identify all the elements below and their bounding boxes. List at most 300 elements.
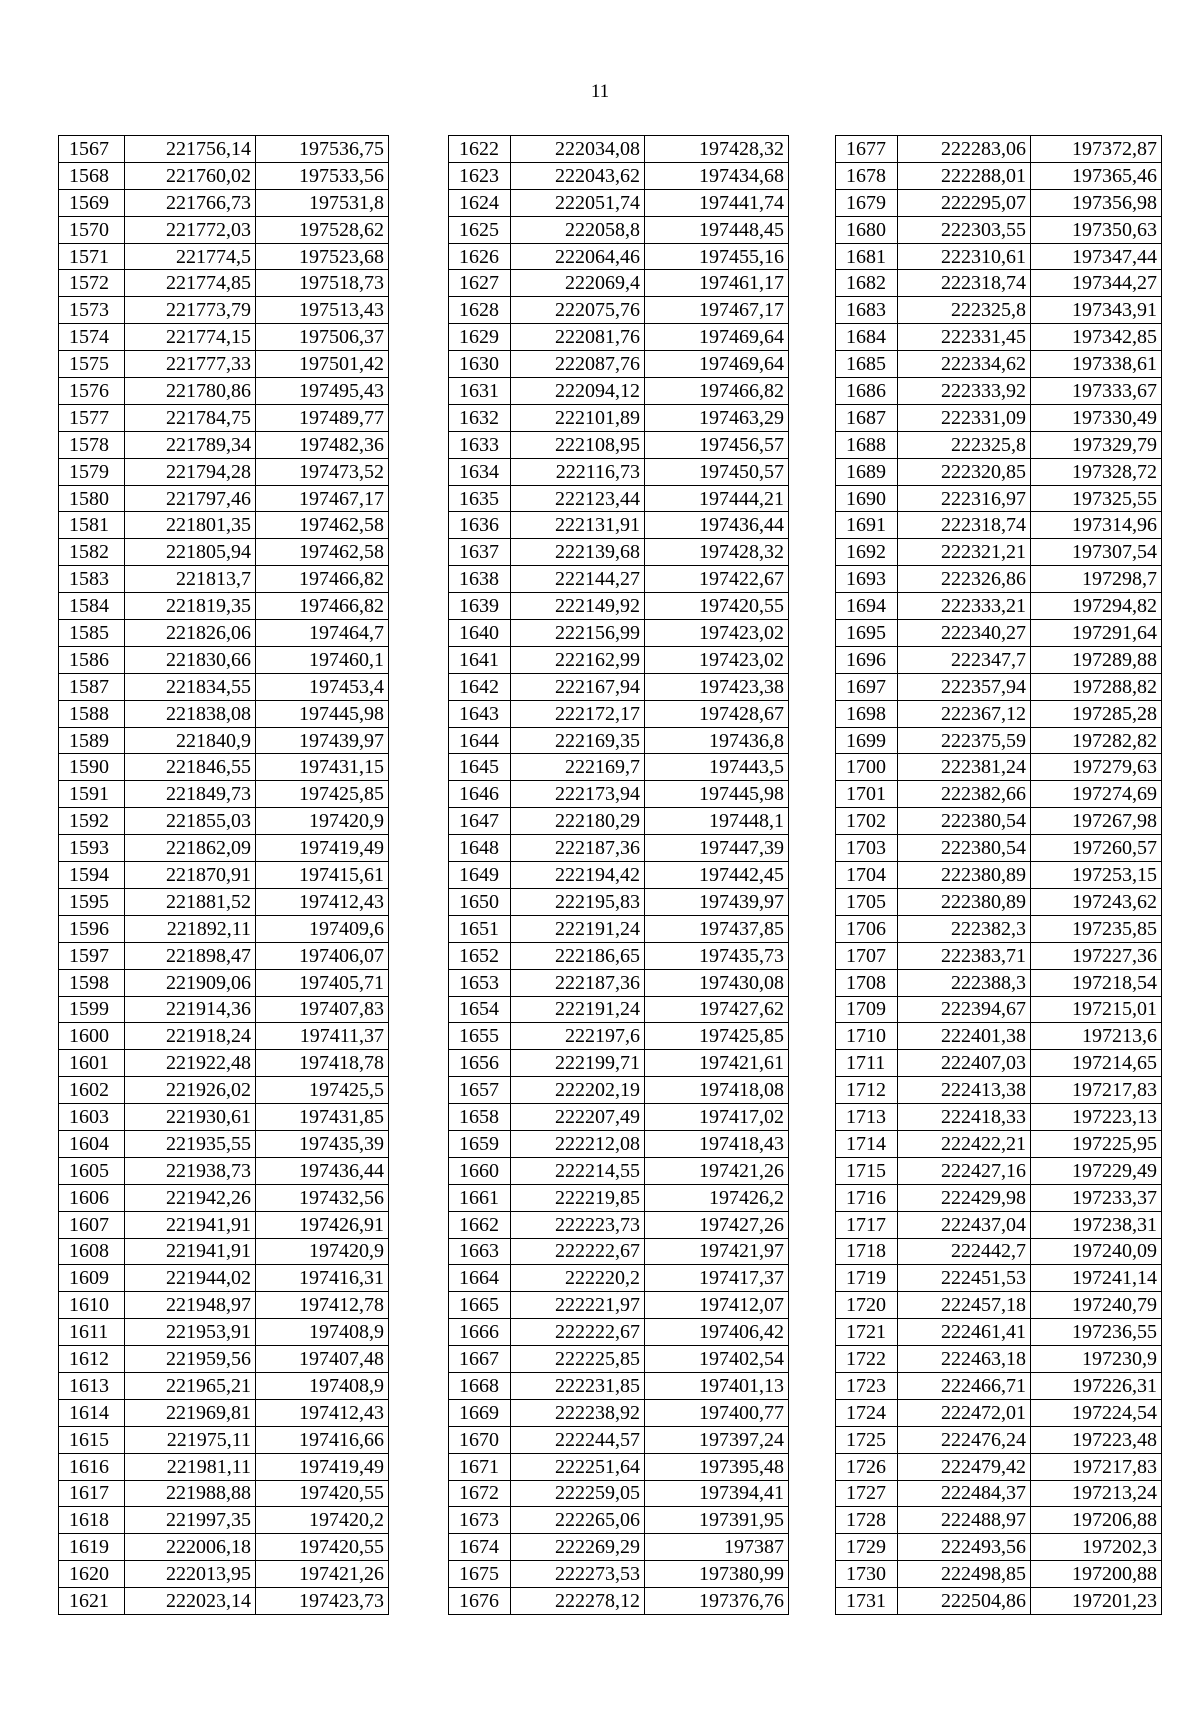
point-number-cell: 1607 <box>59 1211 125 1238</box>
point-number-cell: 1699 <box>836 727 898 754</box>
y-coordinate-cell: 197230,9 <box>1031 1346 1162 1373</box>
y-coordinate-cell: 197536,75 <box>256 136 389 163</box>
x-coordinate-cell: 222207,49 <box>511 1104 645 1131</box>
point-number-cell: 1584 <box>59 593 125 620</box>
point-number-cell: 1586 <box>59 646 125 673</box>
y-coordinate-cell: 197415,61 <box>256 862 389 889</box>
table-row <box>59 378 389 405</box>
point-number-cell: 1677 <box>836 136 898 163</box>
x-coordinate-cell: 221941,91 <box>125 1238 256 1265</box>
table-row <box>449 243 789 270</box>
point-number-cell: 1648 <box>449 835 511 862</box>
table-row <box>59 1426 389 1453</box>
x-coordinate-cell: 222357,94 <box>898 673 1031 700</box>
x-coordinate-cell: 222320,85 <box>898 458 1031 485</box>
y-coordinate-cell: 197215,01 <box>1031 996 1162 1023</box>
y-coordinate-cell: 197274,69 <box>1031 781 1162 808</box>
x-coordinate-cell: 221988,88 <box>125 1480 256 1507</box>
table-row <box>449 862 789 889</box>
x-coordinate-cell: 222194,42 <box>511 862 645 889</box>
y-coordinate-cell: 197423,38 <box>645 673 789 700</box>
table-row <box>449 1023 789 1050</box>
y-coordinate-cell: 197206,88 <box>1031 1507 1162 1534</box>
x-coordinate-cell: 222064,46 <box>511 243 645 270</box>
x-coordinate-cell: 221774,85 <box>125 270 256 297</box>
point-number-cell: 1581 <box>59 512 125 539</box>
y-coordinate-cell: 197217,83 <box>1031 1453 1162 1480</box>
y-coordinate-cell: 197420,55 <box>645 593 789 620</box>
point-number-cell: 1612 <box>59 1346 125 1373</box>
y-coordinate-cell: 197229,49 <box>1031 1157 1162 1184</box>
y-coordinate-cell: 197436,8 <box>645 727 789 754</box>
point-number-cell: 1711 <box>836 1050 898 1077</box>
point-number-cell: 1575 <box>59 351 125 378</box>
x-coordinate-cell: 221813,7 <box>125 566 256 593</box>
x-coordinate-cell: 222231,85 <box>511 1372 645 1399</box>
y-coordinate-cell: 197282,82 <box>1031 727 1162 754</box>
point-number-cell: 1679 <box>836 189 898 216</box>
table-row <box>449 1265 789 1292</box>
x-coordinate-cell: 222222,67 <box>511 1319 645 1346</box>
y-coordinate-cell: 197462,58 <box>256 512 389 539</box>
y-coordinate-cell: 197444,21 <box>645 485 789 512</box>
point-number-cell: 1716 <box>836 1184 898 1211</box>
x-coordinate-cell: 221862,09 <box>125 835 256 862</box>
table-row <box>449 136 789 163</box>
table-row <box>836 1050 1162 1077</box>
table-row <box>836 1588 1162 1615</box>
table-row <box>449 351 789 378</box>
x-coordinate-cell: 222278,12 <box>511 1588 645 1615</box>
y-coordinate-cell: 197314,96 <box>1031 512 1162 539</box>
table-row <box>59 754 389 781</box>
point-number-cell: 1639 <box>449 593 511 620</box>
x-coordinate-cell: 221846,55 <box>125 754 256 781</box>
table-row <box>836 754 1162 781</box>
x-coordinate-cell: 222023,14 <box>125 1588 256 1615</box>
y-coordinate-cell: 197445,98 <box>645 781 789 808</box>
y-coordinate-cell: 197466,82 <box>256 593 389 620</box>
y-coordinate-cell: 197253,15 <box>1031 862 1162 889</box>
y-coordinate-cell: 197466,82 <box>256 566 389 593</box>
table-row <box>449 1238 789 1265</box>
point-number-cell: 1693 <box>836 566 898 593</box>
x-coordinate-cell: 221819,35 <box>125 593 256 620</box>
point-number-cell: 1661 <box>449 1184 511 1211</box>
table-row <box>59 1507 389 1534</box>
point-number-cell: 1680 <box>836 216 898 243</box>
y-coordinate-cell: 197421,26 <box>256 1561 389 1588</box>
table-row <box>449 1372 789 1399</box>
point-number-cell: 1731 <box>836 1588 898 1615</box>
table-row <box>449 1588 789 1615</box>
y-coordinate-cell: 197442,45 <box>645 862 789 889</box>
table-row <box>449 1453 789 1480</box>
y-coordinate-cell: 197425,5 <box>256 1077 389 1104</box>
x-coordinate-cell: 222116,73 <box>511 458 645 485</box>
y-coordinate-cell: 197217,83 <box>1031 1077 1162 1104</box>
table-row <box>836 136 1162 163</box>
x-coordinate-cell: 221941,91 <box>125 1211 256 1238</box>
point-number-cell: 1609 <box>59 1265 125 1292</box>
x-coordinate-cell: 221756,14 <box>125 136 256 163</box>
x-coordinate-cell: 221981,11 <box>125 1453 256 1480</box>
point-number-cell: 1685 <box>836 351 898 378</box>
x-coordinate-cell: 222108,95 <box>511 431 645 458</box>
x-coordinate-cell: 222325,8 <box>898 297 1031 324</box>
point-number-cell: 1695 <box>836 620 898 647</box>
x-coordinate-cell: 222316,97 <box>898 485 1031 512</box>
point-number-cell: 1580 <box>59 485 125 512</box>
point-number-cell: 1684 <box>836 324 898 351</box>
x-coordinate-cell: 222051,74 <box>511 189 645 216</box>
y-coordinate-cell: 197223,13 <box>1031 1104 1162 1131</box>
point-number-cell: 1574 <box>59 324 125 351</box>
point-number-cell: 1614 <box>59 1399 125 1426</box>
x-coordinate-cell: 222123,44 <box>511 485 645 512</box>
y-coordinate-cell: 197412,43 <box>256 1399 389 1426</box>
y-coordinate-cell: 197417,37 <box>645 1265 789 1292</box>
table-row <box>836 1077 1162 1104</box>
y-coordinate-cell: 197233,37 <box>1031 1184 1162 1211</box>
table-row <box>836 243 1162 270</box>
table-row <box>59 593 389 620</box>
x-coordinate-cell: 221777,33 <box>125 351 256 378</box>
point-number-cell: 1600 <box>59 1023 125 1050</box>
point-number-cell: 1688 <box>836 431 898 458</box>
y-coordinate-cell: 197416,66 <box>256 1426 389 1453</box>
y-coordinate-cell: 197435,73 <box>645 942 789 969</box>
y-coordinate-cell: 197387 <box>645 1534 789 1561</box>
point-number-cell: 1658 <box>449 1104 511 1131</box>
point-number-cell: 1720 <box>836 1292 898 1319</box>
y-coordinate-cell: 197347,44 <box>1031 243 1162 270</box>
x-coordinate-cell: 222219,85 <box>511 1184 645 1211</box>
x-coordinate-cell: 222442,7 <box>898 1238 1031 1265</box>
x-coordinate-cell: 222380,54 <box>898 808 1031 835</box>
x-coordinate-cell: 221766,73 <box>125 189 256 216</box>
table-row <box>59 216 389 243</box>
y-coordinate-cell: 197400,77 <box>645 1399 789 1426</box>
y-coordinate-cell: 197343,91 <box>1031 297 1162 324</box>
x-coordinate-cell: 222382,3 <box>898 915 1031 942</box>
y-coordinate-cell: 197445,98 <box>256 700 389 727</box>
table-row <box>836 297 1162 324</box>
x-coordinate-cell: 221944,02 <box>125 1265 256 1292</box>
y-coordinate-cell: 197467,17 <box>256 485 389 512</box>
table-row <box>836 378 1162 405</box>
y-coordinate-cell: 197330,49 <box>1031 404 1162 431</box>
point-number-cell: 1727 <box>836 1480 898 1507</box>
table-row <box>59 700 389 727</box>
y-coordinate-cell: 197432,56 <box>256 1184 389 1211</box>
y-coordinate-cell: 197329,79 <box>1031 431 1162 458</box>
x-coordinate-cell: 222321,21 <box>898 539 1031 566</box>
point-number-cell: 1681 <box>836 243 898 270</box>
x-coordinate-cell: 221965,21 <box>125 1372 256 1399</box>
point-number-cell: 1701 <box>836 781 898 808</box>
x-coordinate-cell: 222334,62 <box>898 351 1031 378</box>
table-row <box>836 458 1162 485</box>
y-coordinate-cell: 197240,09 <box>1031 1238 1162 1265</box>
y-coordinate-cell: 197423,73 <box>256 1588 389 1615</box>
table-row <box>836 1130 1162 1157</box>
x-coordinate-cell: 222034,08 <box>511 136 645 163</box>
y-coordinate-cell: 197495,43 <box>256 378 389 405</box>
table-row <box>449 1184 789 1211</box>
table-row <box>449 539 789 566</box>
x-coordinate-cell: 222380,89 <box>898 862 1031 889</box>
point-number-cell: 1592 <box>59 808 125 835</box>
point-number-cell: 1651 <box>449 915 511 942</box>
y-coordinate-cell: 197418,08 <box>645 1077 789 1104</box>
y-coordinate-cell: 197420,55 <box>256 1480 389 1507</box>
point-number-cell: 1631 <box>449 378 511 405</box>
x-coordinate-cell: 222476,24 <box>898 1426 1031 1453</box>
point-number-cell: 1675 <box>449 1561 511 1588</box>
x-coordinate-cell: 222251,64 <box>511 1453 645 1480</box>
point-number-cell: 1696 <box>836 646 898 673</box>
table-row <box>59 1050 389 1077</box>
table-row <box>836 162 1162 189</box>
table-row <box>449 1507 789 1534</box>
point-number-cell: 1608 <box>59 1238 125 1265</box>
y-coordinate-cell: 197523,68 <box>256 243 389 270</box>
y-coordinate-cell: 197260,57 <box>1031 835 1162 862</box>
point-number-cell: 1655 <box>449 1023 511 1050</box>
y-coordinate-cell: 197408,9 <box>256 1372 389 1399</box>
x-coordinate-cell: 222139,68 <box>511 539 645 566</box>
point-number-cell: 1569 <box>59 189 125 216</box>
table-row <box>449 888 789 915</box>
point-number-cell: 1585 <box>59 620 125 647</box>
y-coordinate-cell: 197473,52 <box>256 458 389 485</box>
coordinate-table-1 <box>58 135 389 1615</box>
y-coordinate-cell: 197279,63 <box>1031 754 1162 781</box>
x-coordinate-cell: 222220,2 <box>511 1265 645 1292</box>
point-number-cell: 1572 <box>59 270 125 297</box>
x-coordinate-cell: 221892,11 <box>125 915 256 942</box>
x-coordinate-cell: 222295,07 <box>898 189 1031 216</box>
table-row <box>836 431 1162 458</box>
table-row <box>836 888 1162 915</box>
y-coordinate-cell: 197466,82 <box>645 378 789 405</box>
y-coordinate-cell: 197453,4 <box>256 673 389 700</box>
x-coordinate-cell: 222488,97 <box>898 1507 1031 1534</box>
x-coordinate-cell: 222331,45 <box>898 324 1031 351</box>
table-row <box>59 1265 389 1292</box>
table-row <box>449 1426 789 1453</box>
x-coordinate-cell: 222043,62 <box>511 162 645 189</box>
table-row <box>449 189 789 216</box>
point-number-cell: 1709 <box>836 996 898 1023</box>
point-number-cell: 1728 <box>836 1507 898 1534</box>
point-number-cell: 1703 <box>836 835 898 862</box>
y-coordinate-cell: 197482,36 <box>256 431 389 458</box>
point-number-cell: 1678 <box>836 162 898 189</box>
table-row <box>59 136 389 163</box>
point-number-cell: 1650 <box>449 888 511 915</box>
table-row <box>449 673 789 700</box>
table-row <box>836 1507 1162 1534</box>
point-number-cell: 1647 <box>449 808 511 835</box>
point-number-cell: 1621 <box>59 1588 125 1615</box>
point-number-cell: 1656 <box>449 1050 511 1077</box>
table-row <box>836 1238 1162 1265</box>
table-row <box>836 862 1162 889</box>
table-row <box>59 996 389 1023</box>
point-number-cell: 1587 <box>59 673 125 700</box>
point-number-cell: 1712 <box>836 1077 898 1104</box>
y-coordinate-cell: 197426,91 <box>256 1211 389 1238</box>
y-coordinate-cell: 197506,37 <box>256 324 389 351</box>
point-number-cell: 1579 <box>59 458 125 485</box>
x-coordinate-cell: 222375,59 <box>898 727 1031 754</box>
y-coordinate-cell: 197376,76 <box>645 1588 789 1615</box>
point-number-cell: 1625 <box>449 216 511 243</box>
x-coordinate-cell: 222101,89 <box>511 404 645 431</box>
x-coordinate-cell: 222238,92 <box>511 1399 645 1426</box>
point-number-cell: 1676 <box>449 1588 511 1615</box>
point-number-cell: 1713 <box>836 1104 898 1131</box>
x-coordinate-cell: 222259,05 <box>511 1480 645 1507</box>
table-row <box>59 673 389 700</box>
x-coordinate-cell: 221772,03 <box>125 216 256 243</box>
y-coordinate-cell: 197423,02 <box>645 646 789 673</box>
x-coordinate-cell: 222144,27 <box>511 566 645 593</box>
point-number-cell: 1668 <box>449 1372 511 1399</box>
y-coordinate-cell: 197501,42 <box>256 351 389 378</box>
table-row <box>836 593 1162 620</box>
y-coordinate-cell: 197533,56 <box>256 162 389 189</box>
x-coordinate-cell: 221774,5 <box>125 243 256 270</box>
point-number-cell: 1627 <box>449 270 511 297</box>
point-number-cell: 1641 <box>449 646 511 673</box>
x-coordinate-cell: 221840,9 <box>125 727 256 754</box>
x-coordinate-cell: 221789,34 <box>125 431 256 458</box>
table-row <box>836 915 1162 942</box>
point-number-cell: 1671 <box>449 1453 511 1480</box>
point-number-cell: 1652 <box>449 942 511 969</box>
x-coordinate-cell: 222173,94 <box>511 781 645 808</box>
y-coordinate-cell: 197447,39 <box>645 835 789 862</box>
table-row <box>59 1346 389 1373</box>
x-coordinate-cell: 222087,76 <box>511 351 645 378</box>
y-coordinate-cell: 197489,77 <box>256 404 389 431</box>
point-number-cell: 1629 <box>449 324 511 351</box>
x-coordinate-cell: 222437,04 <box>898 1211 1031 1238</box>
x-coordinate-cell: 222333,92 <box>898 378 1031 405</box>
point-number-cell: 1626 <box>449 243 511 270</box>
x-coordinate-cell: 222131,91 <box>511 512 645 539</box>
y-coordinate-cell: 197443,5 <box>645 754 789 781</box>
point-number-cell: 1634 <box>449 458 511 485</box>
y-coordinate-cell: 197350,63 <box>1031 216 1162 243</box>
x-coordinate-cell: 222422,21 <box>898 1130 1031 1157</box>
y-coordinate-cell: 197428,67 <box>645 700 789 727</box>
x-coordinate-cell: 221834,55 <box>125 673 256 700</box>
point-number-cell: 1659 <box>449 1130 511 1157</box>
point-number-cell: 1721 <box>836 1319 898 1346</box>
x-coordinate-cell: 221838,08 <box>125 700 256 727</box>
table-row <box>59 1399 389 1426</box>
point-number-cell: 1591 <box>59 781 125 808</box>
x-coordinate-cell: 221826,06 <box>125 620 256 647</box>
point-number-cell: 1657 <box>449 1077 511 1104</box>
y-coordinate-cell: 197227,36 <box>1031 942 1162 969</box>
point-number-cell: 1640 <box>449 620 511 647</box>
y-coordinate-cell: 197467,17 <box>645 297 789 324</box>
table-row <box>59 1104 389 1131</box>
y-coordinate-cell: 197267,98 <box>1031 808 1162 835</box>
point-number-cell: 1636 <box>449 512 511 539</box>
x-coordinate-cell: 222381,24 <box>898 754 1031 781</box>
table-row <box>836 1426 1162 1453</box>
point-number-cell: 1599 <box>59 996 125 1023</box>
point-number-cell: 1571 <box>59 243 125 270</box>
table-row <box>836 1346 1162 1373</box>
table-row <box>449 1211 789 1238</box>
table-row <box>449 915 789 942</box>
y-coordinate-cell: 197288,82 <box>1031 673 1162 700</box>
table-row <box>59 512 389 539</box>
point-number-cell: 1601 <box>59 1050 125 1077</box>
table-row <box>449 969 789 996</box>
y-coordinate-cell: 197218,54 <box>1031 969 1162 996</box>
table-row <box>59 243 389 270</box>
point-number-cell: 1603 <box>59 1104 125 1131</box>
x-coordinate-cell: 221805,94 <box>125 539 256 566</box>
point-number-cell: 1597 <box>59 942 125 969</box>
table-row <box>836 1211 1162 1238</box>
point-number-cell: 1730 <box>836 1561 898 1588</box>
x-coordinate-cell: 222162,99 <box>511 646 645 673</box>
table-row <box>836 1480 1162 1507</box>
table-row <box>59 539 389 566</box>
point-number-cell: 1729 <box>836 1534 898 1561</box>
x-coordinate-cell: 222318,74 <box>898 270 1031 297</box>
x-coordinate-cell: 221914,36 <box>125 996 256 1023</box>
point-number-cell: 1654 <box>449 996 511 1023</box>
x-coordinate-cell: 222383,71 <box>898 942 1031 969</box>
table-row <box>449 485 789 512</box>
x-coordinate-cell: 222156,99 <box>511 620 645 647</box>
point-number-cell: 1707 <box>836 942 898 969</box>
table-row <box>59 646 389 673</box>
y-coordinate-cell: 197531,8 <box>256 189 389 216</box>
table-row <box>836 996 1162 1023</box>
point-number-cell: 1660 <box>449 1157 511 1184</box>
x-coordinate-cell: 222244,57 <box>511 1426 645 1453</box>
x-coordinate-cell: 221797,46 <box>125 485 256 512</box>
x-coordinate-cell: 221784,75 <box>125 404 256 431</box>
table-row <box>449 593 789 620</box>
y-coordinate-cell: 197430,08 <box>645 969 789 996</box>
x-coordinate-cell: 221997,35 <box>125 1507 256 1534</box>
x-coordinate-cell: 221760,02 <box>125 162 256 189</box>
y-coordinate-cell: 197460,1 <box>256 646 389 673</box>
y-coordinate-cell: 197236,55 <box>1031 1319 1162 1346</box>
point-number-cell: 1623 <box>449 162 511 189</box>
y-coordinate-cell: 197436,44 <box>256 1157 389 1184</box>
y-coordinate-cell: 197223,48 <box>1031 1426 1162 1453</box>
x-coordinate-cell: 222288,01 <box>898 162 1031 189</box>
x-coordinate-cell: 222498,85 <box>898 1561 1031 1588</box>
y-coordinate-cell: 197407,83 <box>256 996 389 1023</box>
x-coordinate-cell: 222214,55 <box>511 1157 645 1184</box>
point-number-cell: 1692 <box>836 539 898 566</box>
table-row <box>836 1561 1162 1588</box>
